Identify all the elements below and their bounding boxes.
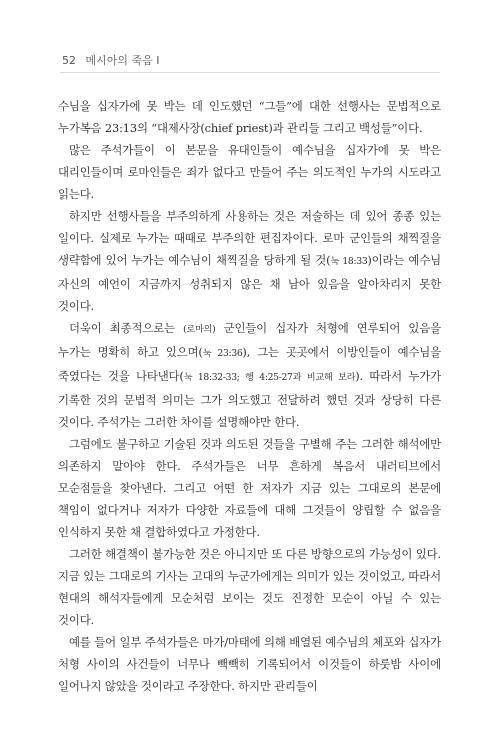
paragraph-text: 하지만 선행사들을 부주의하게 사용하는 것은 저술하는 데 있어 종종 있는 일이다. 실제로 누가는 때때로 부주의한 편집자이다. 로마 군인들의 채찍질을 생략함에 있어 누가는 예수님이 채찍질을 당하게 될 것( bbox=[58, 209, 441, 267]
paragraph-text: )이라는 예수님 자신의 예언이 지금까지 성취되지 않은 채 남아 있음을 알아차리지 못한 것이다. bbox=[58, 253, 441, 313]
paragraph bbox=[58, 139, 441, 205]
paragraph bbox=[58, 95, 441, 139]
reference-text: 눅 18:33 bbox=[330, 256, 368, 267]
paragraph bbox=[58, 433, 441, 543]
paragraph-text: 많은 주석가들이 이 본문을 유대인들이 예수님을 십자가에 못 박은 대리인들이며 로마인들은 죄가 없다고 만들어 주는 의도적인 누가의 시도라고 읽는다. bbox=[58, 143, 441, 201]
paragraph bbox=[58, 631, 441, 697]
running-header bbox=[62, 52, 160, 68]
paragraph bbox=[58, 205, 441, 317]
paragraph bbox=[58, 543, 441, 631]
paragraph-text: ), 그는 곳곳에서 이방인들이 예수님을 죽였다는 것을 나타낸다( bbox=[58, 345, 442, 383]
paragraph-text: 군인들이 십자가 처형에 연루되어 있음을 누가는 명확히 하고 있으며( bbox=[58, 321, 441, 359]
header-divider bbox=[60, 72, 440, 73]
reference-text: (로마의) bbox=[183, 324, 216, 335]
body-text bbox=[58, 95, 441, 697]
paragraph-text: 예를 들어 일부 주석가들은 마가/마태에 의해 배열된 예수님의 체포와 십자가 처형 사이의 사건들이 너무나 빽빽히 기록되어서 이것들이 하룻밤 사이에 일어나지 않았을 것이라고 주장한다. 하지만 관리들이 bbox=[58, 635, 441, 693]
reference-text: 눅 23:36 bbox=[202, 348, 243, 359]
book-title: 메시아의 죽음 I bbox=[85, 54, 160, 67]
paragraph-text: 수님을 십자가에 못 박는 데 인도했던 “그들”에 대한 선행사는 문법적으로 누가복음 23:13의 “대제사장(chief priest)과 관리들 그리고 백성들”이다. bbox=[58, 99, 441, 135]
paragraph bbox=[58, 317, 441, 433]
reference-text: 눅 18:32-33; 행 4:25-27과 비교해 보라 bbox=[183, 372, 356, 383]
page-number: 52 bbox=[62, 54, 76, 67]
paragraph-text: 그럼에도 불구하고 기술된 것과 의도된 것들을 구별해 주는 그러한 해석에만 의존하지 말아야 한다. 주석가들은 너무 흔하게 복음서 내러티브에서 모순점들을 찾아낸다. 그리고 어떤 한 저자가 지금 있는 그대로의 본문에 책임이 없다거나 저자가 다양한 자료들에 대해 그것들이 양립할 수 없음을 인식하지 못한 채 결합하였다고 가정한다. bbox=[58, 437, 441, 539]
paragraph-text: ). 따라서 누가가 기록한 것의 문법적 의미는 그가 의도했고 전달하려 했던 것과 상당히 다른 것이다. 주석가는 그러한 차이를 설명해야만 한다. bbox=[58, 369, 441, 429]
paragraph-text: 더욱이 최종적으로는 bbox=[69, 321, 184, 335]
paragraph-text: 그러한 해결책이 불가능한 것은 아니지만 또 다른 방향으로의 가능성이 있다. 지금 있는 그대로의 기사는 고대의 누군가에게는 의미가 있는 것이었고, 따라서 현대의 해석자들에게 모순처럼 보이는 것도 진정한 모순이 아닐 수 있는 것이다. bbox=[58, 547, 441, 627]
